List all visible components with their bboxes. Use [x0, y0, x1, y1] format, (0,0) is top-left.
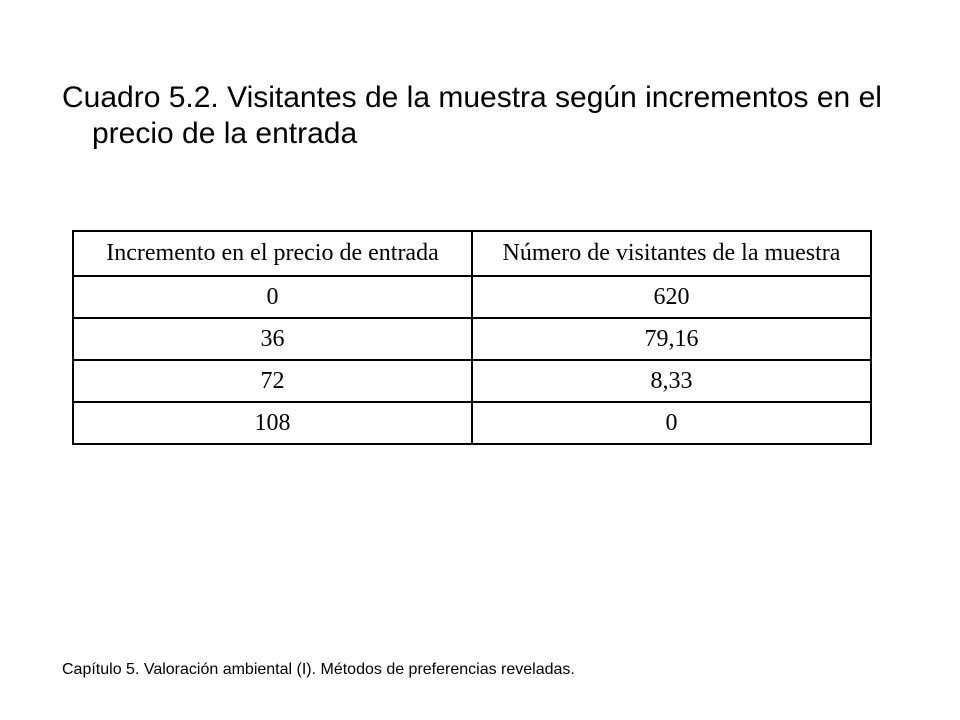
chapter-footer: Capítulo 5. Valoración ambiental (I). Métodos de preferencias reveladas. [62, 661, 575, 678]
price-increase-cell: 36 [73, 318, 472, 360]
page-title: Cuadro 5.2. Visitantes de la muestra según incrementos en el precio de la entrada [62, 81, 882, 150]
price-increase-cell: 108 [73, 402, 472, 444]
column-header-price-increase: Incremento en el precio de entrada [73, 231, 472, 276]
table-row [73, 318, 871, 360]
price-increase-cell: 72 [73, 360, 472, 402]
table-row [73, 402, 871, 444]
price-increase-cell: 0 [73, 276, 472, 318]
table-row [73, 360, 871, 402]
data-table [72, 230, 872, 445]
table-row [73, 276, 871, 318]
column-header-visitors: Número de visitantes de la muestra [472, 231, 871, 276]
visitors-cell: 8,33 [472, 360, 871, 402]
visitors-cell: 0 [472, 402, 871, 444]
visitors-cell: 620 [472, 276, 871, 318]
table-header-row [73, 231, 871, 276]
visitors-cell: 79,16 [472, 318, 871, 360]
